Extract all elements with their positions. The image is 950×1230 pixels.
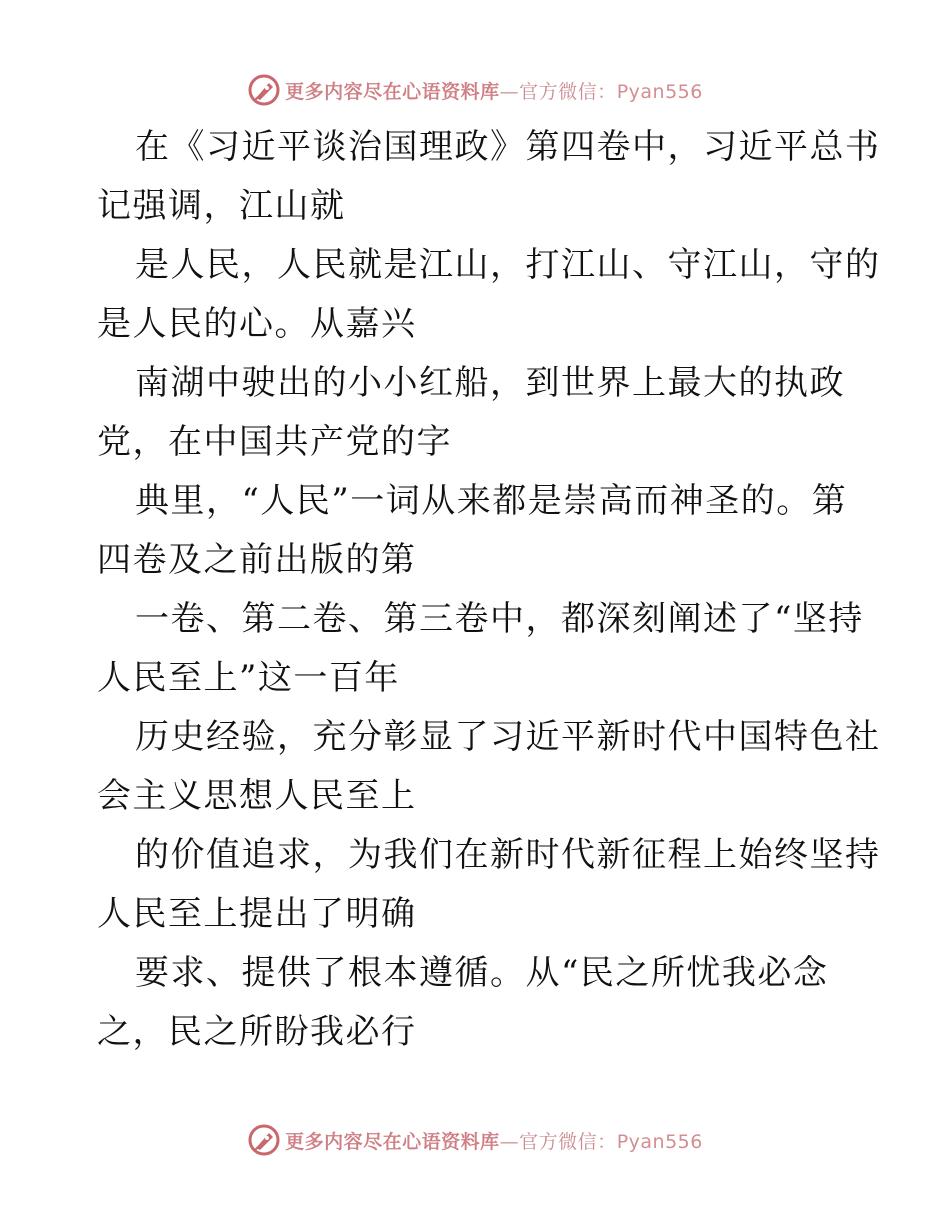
text-line: 是人民的心。从嘉兴 xyxy=(97,304,417,344)
text-line: 要求、提供了根本遵循。从“民之所忧我必念 xyxy=(135,953,829,993)
watermark-wechat-id: Pyan556 xyxy=(616,1130,703,1153)
document-body xyxy=(97,118,881,1062)
text-line: 记强调，江山就 xyxy=(97,186,346,226)
text-line: 人民至上提出了明确 xyxy=(97,894,417,934)
footer-watermark xyxy=(0,1120,950,1160)
watermark-wechat-label: 官方微信： xyxy=(519,1130,617,1153)
text-line: 历史经验，充分彰显了习近平新时代中国特色社 xyxy=(135,717,881,757)
pen-nib-logo-icon xyxy=(247,73,281,107)
watermark-text xyxy=(285,1127,703,1154)
text-line: 是人民，人民就是江山，打江山、守江山，守的 xyxy=(135,245,881,285)
text-line: 之，民之所盼我必行 xyxy=(97,1012,417,1052)
text-line: 南湖中驶出的小小红船，到世界上最大的执政 xyxy=(135,363,845,403)
text-line: 在《习近平谈治国理政》第四卷中，习近平总书 xyxy=(135,127,881,167)
watermark-wechat-id: Pyan556 xyxy=(616,80,703,103)
watermark-main: 更多内容尽在心语资料库 xyxy=(285,1130,500,1153)
watermark-dash: — xyxy=(499,80,520,103)
pen-nib-logo-icon xyxy=(247,1123,281,1157)
header-watermark xyxy=(0,70,950,110)
watermark-text xyxy=(285,77,703,104)
watermark-dash: — xyxy=(499,1130,520,1153)
text-line: 会主义思想人民至上 xyxy=(97,776,417,816)
watermark-main: 更多内容尽在心语资料库 xyxy=(285,80,500,103)
text-line: 典里，“人民”一词从来都是崇高而神圣的。第 xyxy=(135,481,848,521)
text-line: 人民至上”这一百年 xyxy=(97,658,400,698)
watermark-wechat-label: 官方微信： xyxy=(519,80,617,103)
text-line: 党，在中国共产党的字 xyxy=(97,422,452,462)
text-line: 一卷、第二卷、第三卷中，都深刻阐述了“坚持 xyxy=(135,599,864,639)
text-line: 四卷及之前出版的第 xyxy=(97,540,417,580)
text-line: 的价值追求，为我们在新时代新征程上始终坚持 xyxy=(135,835,881,875)
